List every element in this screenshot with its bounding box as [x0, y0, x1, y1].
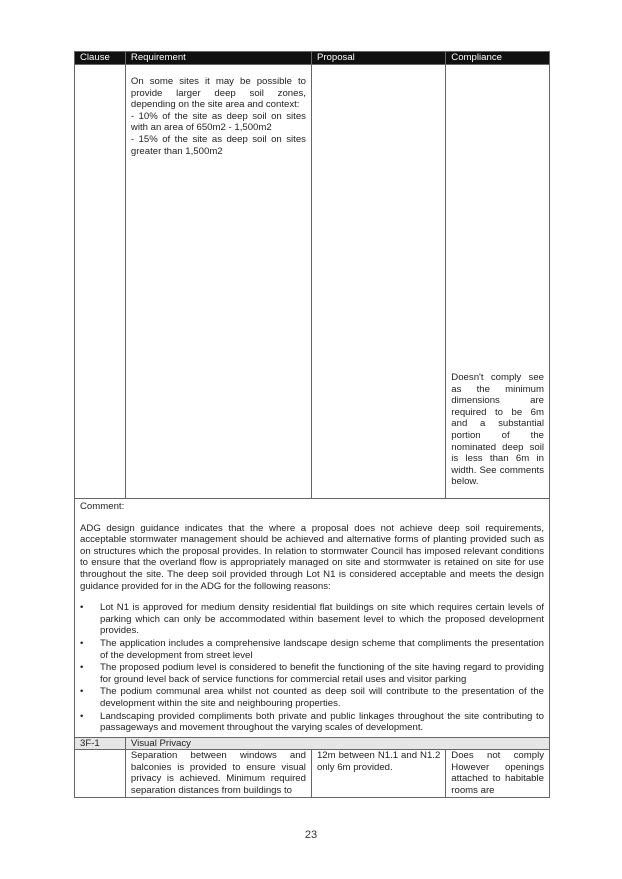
privacy-row	[75, 750, 550, 797]
privacy-clause-cell	[75, 750, 126, 797]
requirement-item: - 15% of the site as deep soil on sites greater than 1,500m2	[130, 133, 306, 157]
comment-row	[75, 499, 550, 738]
deep-soil-requirement-cell	[125, 65, 311, 499]
requirement-intro: On some sites it may be possible to provide larger deep soil zones, depending on the site area and context:	[130, 76, 306, 111]
header-proposal: Proposal	[311, 52, 445, 65]
section-row	[75, 737, 550, 750]
reasons-list	[80, 602, 544, 734]
list-item: • The application includes a comprehensive landscape design scheme that compliments the presentation of the development from street level	[100, 638, 544, 661]
page-number: 23	[304, 829, 318, 841]
deep-soil-clause-cell	[75, 65, 126, 499]
deep-soil-proposal-cell	[311, 65, 445, 499]
comment-paragraph: ADG design guidance indicates that the where a proposal does not achieve deep soil requirements, acceptable stormwater management should be achieved and alternative forms of planting provided such as on structures which the proposal provides. In relation to stormwater Council has imposed relevant conditions to ensure that the overland flow is appropriately managed on site and stormwater is retained on site for use throughout the site. The deep soil provided through Lot N1 is considered acceptable and meets the design guidance provided for in the ADG for the following reasons:	[80, 522, 544, 592]
list-item: • The podium communal area whilst not counted as deep soil will contribute to the presentation of the development within the site and neighbouring properties.	[100, 686, 544, 709]
list-item: • Landscaping provided compliments both private and public linkages throughout the site contributing to passageways and movement throughout the varying scales of development.	[100, 711, 544, 734]
section-title: Visual Privacy	[125, 737, 549, 750]
comment-label: Comment:	[80, 501, 125, 512]
deep-soil-compliance-cell: Doesn't comply see as the minimum dimensions are required to be 6m and a substantial portion of the nominated deep soil is less than 6m in width. See comments below.	[446, 65, 550, 499]
list-item: • The proposed podium level is considered to benefit the functioning of the site having regard to providing for ground level back of service functions for commercial retail uses and visitor parking	[100, 662, 544, 685]
deep-soil-row	[75, 65, 550, 499]
header-clause: Clause	[75, 52, 126, 65]
section-clause: 3F-1	[75, 737, 126, 750]
list-item: • Lot N1 is approved for medium density residential flat buildings on site which requires certain levels of parking which can only be accommodated within basement level to which the proposed development provides.	[100, 602, 544, 637]
table-header-row	[75, 52, 550, 65]
header-compliance: Compliance	[446, 52, 550, 65]
requirement-item: - 10% of the site as deep soil on sites with an area of 650m2 - 1,500m2	[130, 110, 306, 134]
header-requirement: Requirement	[125, 52, 311, 65]
assessment-table	[74, 51, 550, 798]
privacy-proposal-cell: 12m between N1.1 and N1.2 only 6m provided.	[311, 750, 445, 797]
comment-cell	[75, 499, 550, 738]
privacy-requirement-cell: Separation between windows and balconies is provided to ensure visual privacy is achieved. Minimum required separation distances from buildings to	[125, 750, 311, 797]
privacy-compliance-cell: Does not comply However openings attached to habitable rooms are	[446, 750, 550, 797]
